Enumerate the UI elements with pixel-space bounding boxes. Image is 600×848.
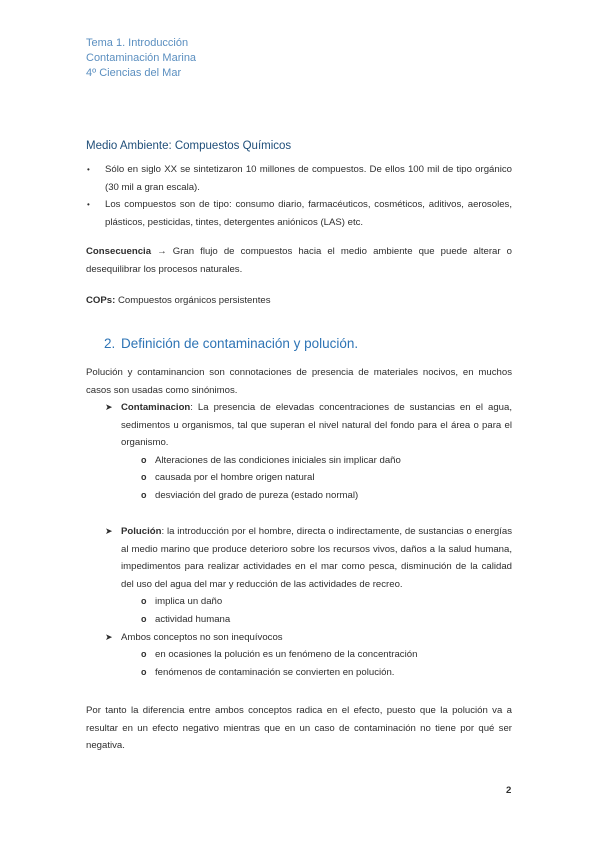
- list-item: [86, 469, 512, 487]
- circle-bullet-icon: o: [141, 489, 147, 500]
- heading-title: Definición de contaminación y polución.: [121, 336, 359, 351]
- list-item: [86, 196, 512, 231]
- list-item: [86, 646, 512, 664]
- list-item: [86, 629, 512, 647]
- conclusion-paragraph: Por tanto la diferencia entre ambos conceptos radica en el efecto, puesto que la polución va a resultar en un efecto negativo mientras que en un caso de contaminación no tiene por qué ser negativa.: [86, 705, 512, 752]
- sub-item-text: Alteraciones de las condiciones iniciales sin implicar daño: [155, 454, 401, 466]
- list-item: [86, 399, 512, 452]
- arrowhead-bullet-icon: ➤: [105, 631, 113, 642]
- bullet-text: Sólo en siglo XX se sintetizaron 10 millones de compuestos. De ellos 100 mil de tipo orgánico (30 mil a gran escala).: [105, 164, 512, 193]
- sub-item-text: implica un daño: [155, 596, 223, 608]
- polucion-text: : la introducción por el hombre, directa o indirectamente, de sustancias o energías al medio marino que produce deterioro sobre los recursos vivos, daños a la salud humana, impedimentos para realizar actividades en el mar como pesca, disminución de la calidad del uso del agua del mar y reducción de las actividades de recreo.: [121, 526, 512, 590]
- circle-bullet-icon: o: [141, 649, 147, 660]
- bullet-icon: •: [87, 200, 90, 210]
- circle-bullet-icon: o: [141, 596, 147, 607]
- right-arrow-icon: →: [157, 246, 167, 257]
- consequence-paragraph: [86, 243, 512, 278]
- contaminacion-block: [86, 399, 512, 505]
- heading-number: 2.: [104, 336, 116, 351]
- page-number: 2: [506, 785, 512, 796]
- circle-bullet-icon: o: [141, 613, 147, 624]
- intro-paragraph: Polución y contaminancion son connotaciones de presencia de materiales nocivos, en muchos casos son usadas como sinónimos.: [86, 367, 512, 396]
- polucion-block: [86, 523, 512, 681]
- ambos-text: Ambos conceptos no son inequívocos: [121, 631, 283, 643]
- arrowhead-bullet-icon: ➤: [105, 402, 113, 412]
- circle-bullet-icon: o: [141, 454, 147, 465]
- document-header: [86, 36, 196, 81]
- sub-item-text: actividad humana: [155, 613, 231, 625]
- sub-item-text: fenómenos de contaminación se convierten en polución.: [155, 666, 395, 678]
- bullet-list: [86, 161, 512, 231]
- cops-text: Compuestos orgánicos persistentes: [118, 295, 271, 306]
- list-item: [86, 593, 512, 611]
- consequence-label: Consecuencia: [86, 246, 152, 257]
- list-item: [86, 452, 512, 470]
- circle-bullet-icon: o: [141, 472, 147, 483]
- contaminacion-label: Contaminacion: [121, 402, 191, 413]
- list-item: [86, 523, 512, 593]
- header-topic: Tema 1. Introducción: [86, 37, 189, 49]
- section-title: Medio Ambiente: Compuestos Químicos: [86, 140, 292, 152]
- list-item: [86, 664, 512, 682]
- contaminacion-text: : La presencia de elevadas concentraciones de sustancias en el agua, sedimentos u organismos, tal que superan el nivel natural del fondo para el área o para el organismo.: [121, 402, 512, 449]
- list-item: [86, 487, 512, 505]
- bullet-text: Los compuestos son de tipo: consumo diario, farmacéuticos, cosméticos, aditivos, aerosoles, plásticos, pesticidas, tintes, detergentes aniónicos (LAS) etc.: [105, 199, 512, 228]
- cops-paragraph: [86, 292, 512, 310]
- list-item: [86, 611, 512, 629]
- sub-item-text: en ocasiones la polución es un fenómeno de la concentración: [155, 649, 418, 661]
- bullet-icon: •: [87, 165, 90, 174]
- circle-bullet-icon: o: [141, 666, 147, 677]
- cops-label: COPs:: [86, 295, 116, 306]
- arrowhead-bullet-icon: ➤: [105, 526, 113, 536]
- polucion-label: Polución: [121, 526, 162, 537]
- sub-item-text: causada por el hombre origen natural: [155, 472, 315, 484]
- consequence-text: Gran flujo de compuestos hacia el medio ambiente que puede alterar o desequilibrar los procesos naturales.: [86, 246, 512, 275]
- list-item: [86, 161, 512, 196]
- sub-item-text: desviación del grado de pureza (estado normal): [155, 489, 359, 501]
- header-subject: Contaminación Marina: [86, 52, 197, 64]
- header-course: 4º Ciencias del Mar: [86, 67, 182, 79]
- heading-definition: [104, 336, 358, 351]
